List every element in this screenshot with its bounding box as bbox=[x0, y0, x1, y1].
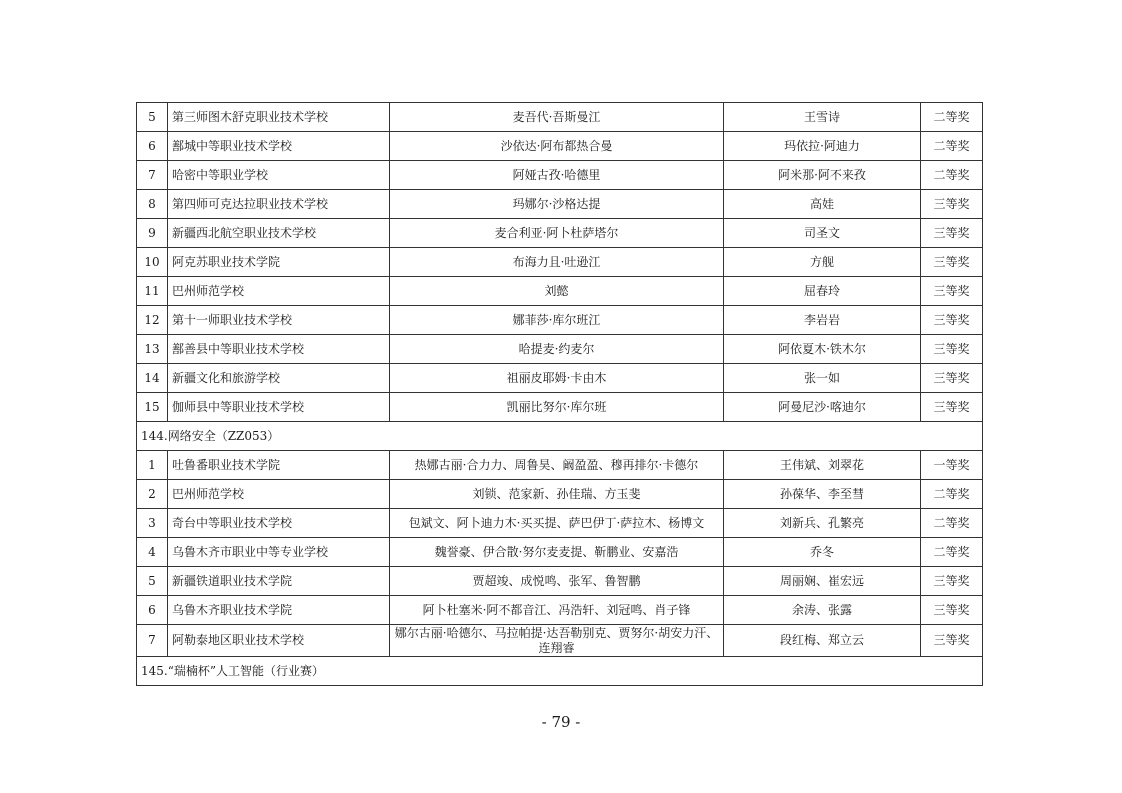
teacher-names: 玛依拉·阿迪力 bbox=[724, 132, 921, 161]
student-names: 沙依达·阿布都热合曼 bbox=[390, 132, 724, 161]
prize-level: 三等奖 bbox=[921, 219, 983, 248]
prize-level: 二等奖 bbox=[921, 161, 983, 190]
student-names: 魏誉豪、伊合散·努尔麦麦提、靳鹏业、安嘉浩 bbox=[390, 538, 724, 567]
teacher-names: 刘新兵、孔繁亮 bbox=[724, 509, 921, 538]
school-name: 伽师县中等职业技术学校 bbox=[168, 393, 390, 422]
school-name: 第三师图木舒克职业技术学校 bbox=[168, 103, 390, 132]
prize-level: 三等奖 bbox=[921, 625, 983, 657]
prize-level: 三等奖 bbox=[921, 277, 983, 306]
student-names: 祖丽皮耶姆·卡由木 bbox=[390, 364, 724, 393]
school-name: 新疆文化和旅游学校 bbox=[168, 364, 390, 393]
teacher-names: 周丽娴、崔宏远 bbox=[724, 567, 921, 596]
prize-level: 三等奖 bbox=[921, 393, 983, 422]
student-names: 布海力且·吐逊江 bbox=[390, 248, 724, 277]
school-name: 巴州师范学校 bbox=[168, 277, 390, 306]
table-row bbox=[137, 219, 983, 248]
school-name: 阿克苏职业技术学院 bbox=[168, 248, 390, 277]
row-number: 14 bbox=[137, 364, 168, 393]
table-row bbox=[137, 625, 983, 657]
table-row bbox=[137, 480, 983, 509]
prize-level: 三等奖 bbox=[921, 335, 983, 364]
row-number: 3 bbox=[137, 509, 168, 538]
student-names: 哈提麦·约麦尔 bbox=[390, 335, 724, 364]
student-names: 贾超竣、成悦鸣、张军、鲁智鹏 bbox=[390, 567, 724, 596]
row-number: 15 bbox=[137, 393, 168, 422]
table-row bbox=[137, 393, 983, 422]
teacher-names: 段红梅、郑立云 bbox=[724, 625, 921, 657]
school-name: 第十一师职业技术学校 bbox=[168, 306, 390, 335]
row-number: 6 bbox=[137, 596, 168, 625]
table-row bbox=[137, 103, 983, 132]
student-names: 凯丽比努尔·库尔班 bbox=[390, 393, 724, 422]
table-row bbox=[137, 132, 983, 161]
awards-table-body bbox=[137, 103, 983, 686]
teacher-names: 乔冬 bbox=[724, 538, 921, 567]
student-names: 玛娜尔·沙格达提 bbox=[390, 190, 724, 219]
prize-level: 三等奖 bbox=[921, 596, 983, 625]
student-names: 阿卜杜塞米·阿不都音江、冯浩轩、刘冠鸣、肖子锋 bbox=[390, 596, 724, 625]
teacher-names: 阿米那·阿不来孜 bbox=[724, 161, 921, 190]
school-name: 吐鲁番职业技术学院 bbox=[168, 451, 390, 480]
row-number: 7 bbox=[137, 161, 168, 190]
row-number: 12 bbox=[137, 306, 168, 335]
prize-level: 三等奖 bbox=[921, 364, 983, 393]
table-row bbox=[137, 306, 983, 335]
teacher-names: 阿曼尼沙·喀迪尔 bbox=[724, 393, 921, 422]
school-name: 鄯城中等职业技术学校 bbox=[168, 132, 390, 161]
row-number: 11 bbox=[137, 277, 168, 306]
student-names: 热娜古丽·合力力、周鲁昊、阚盈盈、穆再排尔·卡德尔 bbox=[390, 451, 724, 480]
table-row bbox=[137, 277, 983, 306]
teacher-names: 高娃 bbox=[724, 190, 921, 219]
row-number: 8 bbox=[137, 190, 168, 219]
table-row bbox=[137, 509, 983, 538]
page-number: - 79 - bbox=[541, 713, 581, 731]
teacher-names: 张一如 bbox=[724, 364, 921, 393]
school-name: 新疆铁道职业技术学院 bbox=[168, 567, 390, 596]
teacher-names: 方舰 bbox=[724, 248, 921, 277]
row-number: 10 bbox=[137, 248, 168, 277]
row-number: 1 bbox=[137, 451, 168, 480]
school-name: 新疆西北航空职业技术学校 bbox=[168, 219, 390, 248]
teacher-names: 屈春玲 bbox=[724, 277, 921, 306]
row-number: 5 bbox=[137, 103, 168, 132]
teacher-names: 阿依夏木·铁木尔 bbox=[724, 335, 921, 364]
student-names: 阿娅古孜·哈德里 bbox=[390, 161, 724, 190]
section-header-row bbox=[137, 657, 983, 686]
prize-level: 三等奖 bbox=[921, 190, 983, 219]
teacher-names: 司圣文 bbox=[724, 219, 921, 248]
school-name: 乌鲁木齐职业技术学院 bbox=[168, 596, 390, 625]
prize-level: 三等奖 bbox=[921, 306, 983, 335]
row-number: 6 bbox=[137, 132, 168, 161]
school-name: 第四师可克达拉职业技术学校 bbox=[168, 190, 390, 219]
prize-level: 三等奖 bbox=[921, 567, 983, 596]
prize-level: 二等奖 bbox=[921, 509, 983, 538]
student-names: 包斌文、阿卜迪力木·买买提、萨巴伊丁·萨拉木、杨博文 bbox=[390, 509, 724, 538]
table-row bbox=[137, 451, 983, 480]
student-names: 娜菲莎·库尔班江 bbox=[390, 306, 724, 335]
school-name: 鄯善县中等职业技术学校 bbox=[168, 335, 390, 364]
prize-level: 二等奖 bbox=[921, 103, 983, 132]
student-names: 麦吾代·吾斯曼江 bbox=[390, 103, 724, 132]
table-row bbox=[137, 538, 983, 567]
school-name: 阿勒泰地区职业技术学校 bbox=[168, 625, 390, 657]
student-names: 刘锁、范家新、孙佳瑞、方玉斐 bbox=[390, 480, 724, 509]
row-number: 13 bbox=[137, 335, 168, 364]
teacher-names: 李岩岩 bbox=[724, 306, 921, 335]
table-row bbox=[137, 596, 983, 625]
prize-level: 二等奖 bbox=[921, 132, 983, 161]
table-row bbox=[137, 364, 983, 393]
student-names: 麦合利亚·阿卜杜萨塔尔 bbox=[390, 219, 724, 248]
prize-level: 二等奖 bbox=[921, 480, 983, 509]
teacher-names: 余涛、张露 bbox=[724, 596, 921, 625]
prize-level: 二等奖 bbox=[921, 538, 983, 567]
awards-table bbox=[136, 102, 983, 686]
table-row bbox=[137, 161, 983, 190]
teacher-names: 孙葆华、李至彗 bbox=[724, 480, 921, 509]
row-number: 4 bbox=[137, 538, 168, 567]
school-name: 奇台中等职业技术学校 bbox=[168, 509, 390, 538]
row-number: 9 bbox=[137, 219, 168, 248]
school-name: 哈密中等职业学校 bbox=[168, 161, 390, 190]
row-number: 5 bbox=[137, 567, 168, 596]
prize-level: 三等奖 bbox=[921, 248, 983, 277]
table-row bbox=[137, 190, 983, 219]
student-names: 刘懿 bbox=[390, 277, 724, 306]
teacher-names: 王雪诗 bbox=[724, 103, 921, 132]
section-title-145: 145.“瑞楠杯”人工智能（行业赛） bbox=[137, 657, 983, 686]
prize-level: 一等奖 bbox=[921, 451, 983, 480]
student-names: 娜尔古丽·哈德尔、马拉帕提·达吾勒别克、贾努尔·胡安力汗、连翔睿 bbox=[390, 625, 724, 657]
school-name: 乌鲁木齐市职业中等专业学校 bbox=[168, 538, 390, 567]
row-number: 2 bbox=[137, 480, 168, 509]
table-row bbox=[137, 248, 983, 277]
section-title-144: 144.网络安全（ZZ053） bbox=[137, 422, 983, 451]
school-name: 巴州师范学校 bbox=[168, 480, 390, 509]
row-number: 7 bbox=[137, 625, 168, 657]
section-header-row bbox=[137, 422, 983, 451]
table-row bbox=[137, 335, 983, 364]
teacher-names: 王伟斌、刘翠花 bbox=[724, 451, 921, 480]
table-row bbox=[137, 567, 983, 596]
